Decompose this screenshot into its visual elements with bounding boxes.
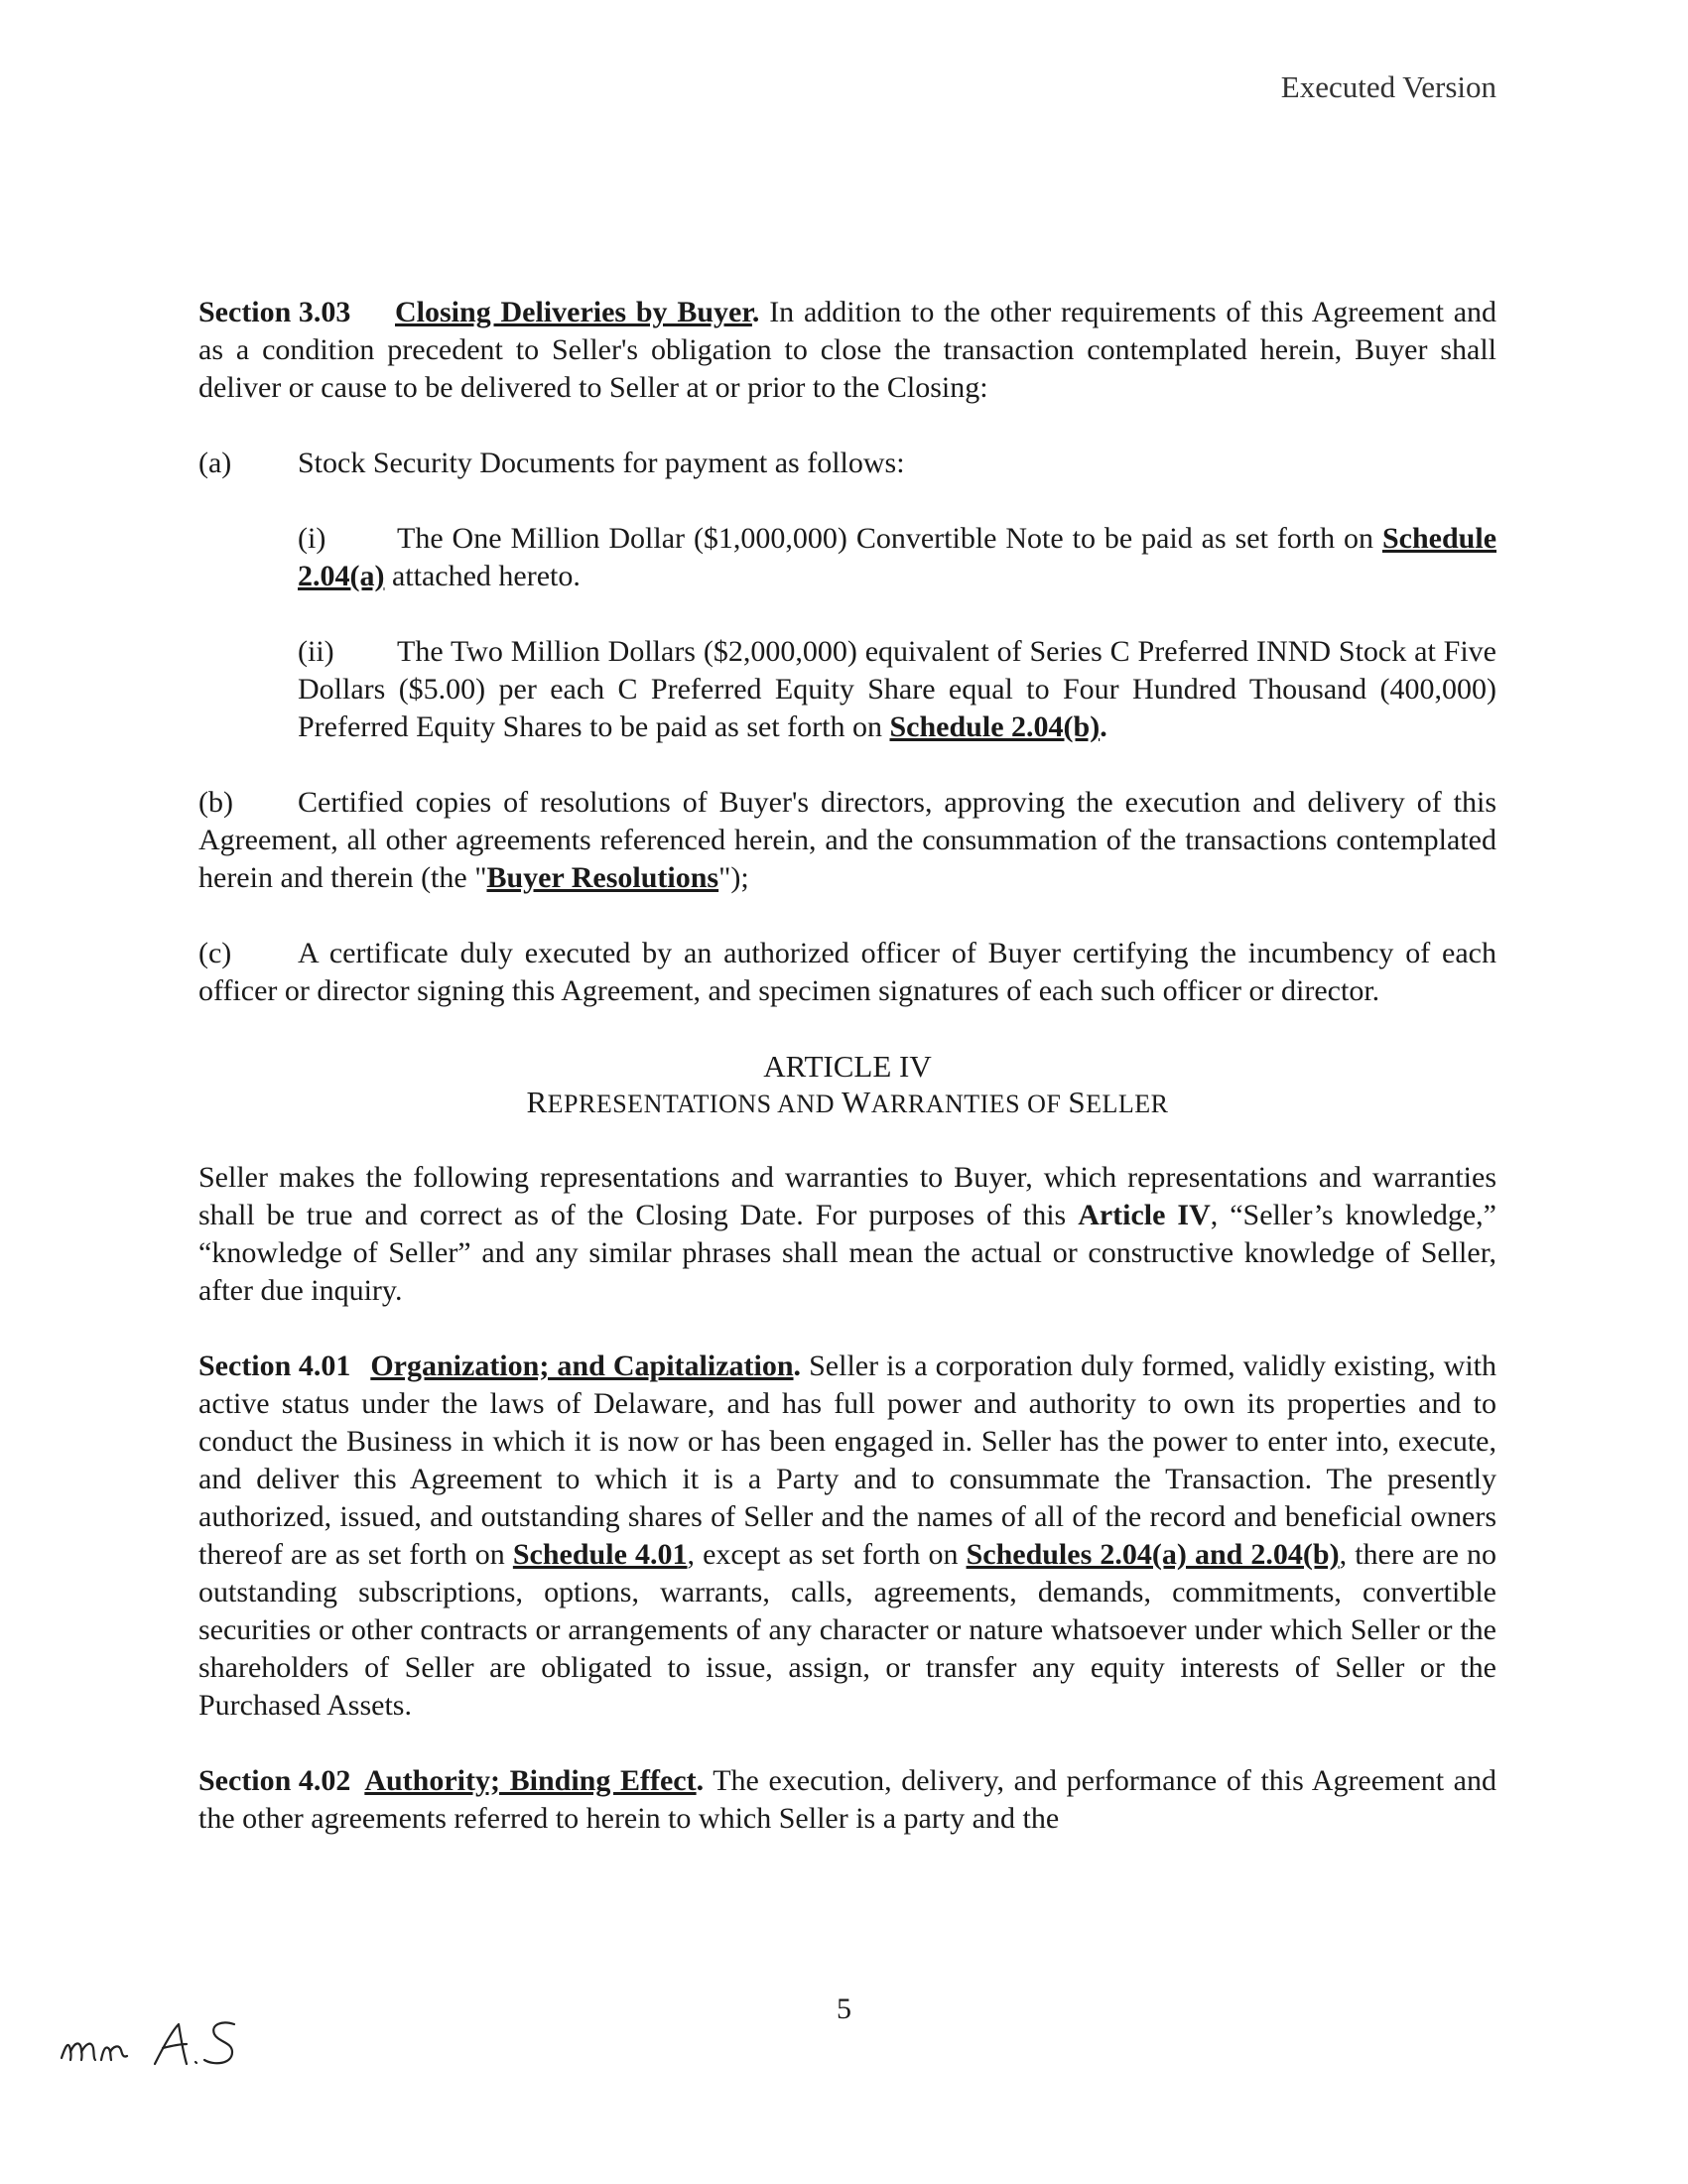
subitem-text-after: .	[1100, 710, 1107, 743]
item-a	[198, 445, 1496, 482]
item-text: Certified copies of resolutions of Buyer's directors, approving the execution and delivery of this Agreement, all other agreements referenced herein, and the consummation of the transactions contemplated herein and therein (the "	[198, 786, 1496, 894]
subtitle-cap: S	[1068, 1085, 1087, 1119]
intro-text-after: , “Seller’s knowledge,” “knowledge of Seller” and any similar phrases shall mean the actual or constructive knowledge of Seller, after due inquiry.	[198, 1199, 1496, 1307]
page-number: 5	[837, 1992, 851, 2025]
section-text: Seller is a corporation duly formed, validly existing, with active status under the laws of Delaware, and has full power and authority to own its properties and to conduct the Business in which it is now or has been engaged in. Seller has the power to enter into, execute, and deliver this Agreement to which it is a Party and to consummate the Transaction. The presently authorized, issued, and outstanding shares of Seller and the names of all of the record and beneficial owners thereof are as set forth on	[198, 1349, 1497, 1571]
item-label: (c)	[198, 937, 232, 969]
subtitle-small-caps: ARRANTIES OF	[870, 1090, 1069, 1118]
article-title: ARTICLE IV	[763, 1049, 932, 1084]
section-number: Section 4.01	[198, 1349, 351, 1382]
subitem-text: The One Million Dollar ($1,000,000) Convertible Note to be paid as set forth on	[397, 522, 1374, 555]
initials-signature-icon	[56, 2010, 294, 2080]
section-text: The execution, delivery, and performance of this Agreement and the other agreements referred to herein to which Seller is a party and the	[198, 1764, 1496, 1835]
subitem-label: (ii)	[298, 635, 334, 668]
item-text-after: ");	[718, 861, 749, 894]
item-a-i	[198, 520, 1496, 595]
item-b	[198, 784, 1496, 897]
item-c	[198, 935, 1496, 1010]
section-title-punct: .	[751, 296, 760, 328]
article-subtitle	[198, 1086, 1496, 1121]
schedule-reference: Schedule 4.01	[512, 1538, 688, 1571]
section-number: Section 3.03	[198, 296, 351, 328]
item-text: A certificate duly executed by an authorized officer of Buyer certifying the incumbency of each officer or director signing this Agreement, and specimen signatures of each such officer or director.	[198, 937, 1496, 1007]
executed-version-label: Executed Version	[1280, 69, 1496, 104]
section-text: , there are no outstanding subscriptions, options, warrants, calls, agreements, demands, commitments, convertible securities or other contracts or arrangements of any character or nature whatsoever under which Seller or the shareholders of Seller are obligated to issue, assign, or transfer any equity interests of Seller or the Purchased Assets.	[198, 1538, 1497, 1722]
document-body	[198, 294, 1496, 1838]
subitem-text-after: attached hereto.	[391, 560, 581, 592]
schedule-reference: Schedules 2.04(a) and 2.04(b)	[966, 1538, 1340, 1571]
section-number: Section 4.02	[198, 1764, 351, 1797]
item-text: Stock Security Documents for payment as follows:	[298, 447, 905, 479]
subtitle-small-caps: EPRESENTATIONS AND	[547, 1090, 842, 1118]
schedule-reference: Schedule 2.04(b)	[889, 710, 1101, 743]
section-intro-text: In addition to the other requirements of this Agreement and as a condition precedent to Seller's obligation to close the transaction contemplated herein, Buyer shall deliver or cause to be delivered to Seller at or prior to the Closing:	[198, 296, 1497, 404]
section-title-punct: .	[696, 1764, 705, 1797]
schedule-reference: Schedule 2.04(a)	[298, 522, 1497, 592]
section-4-01	[198, 1348, 1496, 1725]
intro-text: Seller makes the following representations and warranties to Buyer, which representations and warranties shall be true and correct as of the Closing Date. For purposes of this	[198, 1161, 1496, 1231]
subitem-text: The Two Million Dollars ($2,000,000) equivalent of Series C Preferred INND Stock at Five Dollars ($5.00) per each C Preferred Equity Share equal to Four Hundred Thousand (400,000) Preferred Equity Shares to be paid as set forth on	[298, 635, 1496, 743]
subtitle-cap: R	[526, 1085, 548, 1119]
item-label: (b)	[198, 786, 233, 819]
defined-term: Buyer Resolutions	[486, 861, 719, 894]
item-a-ii	[198, 633, 1496, 746]
article-reference: Article IV	[1078, 1199, 1211, 1231]
section-4-02	[198, 1762, 1496, 1838]
section-3-03	[198, 294, 1496, 407]
section-text: , except as set forth on	[687, 1538, 959, 1571]
item-label: (a)	[198, 447, 232, 479]
article-intro	[198, 1159, 1496, 1310]
section-title: Closing Deliveries by Buyer	[395, 296, 752, 328]
section-title: Authority; Binding Effect	[364, 1764, 697, 1797]
subitem-label: (i)	[298, 522, 326, 555]
section-title: Organization; and Capitalization	[370, 1349, 794, 1382]
section-title-punct: .	[793, 1349, 802, 1382]
handwritten-initials	[56, 2010, 294, 2080]
subtitle-cap: W	[841, 1085, 871, 1119]
subtitle-small-caps: ELLER	[1086, 1090, 1169, 1118]
